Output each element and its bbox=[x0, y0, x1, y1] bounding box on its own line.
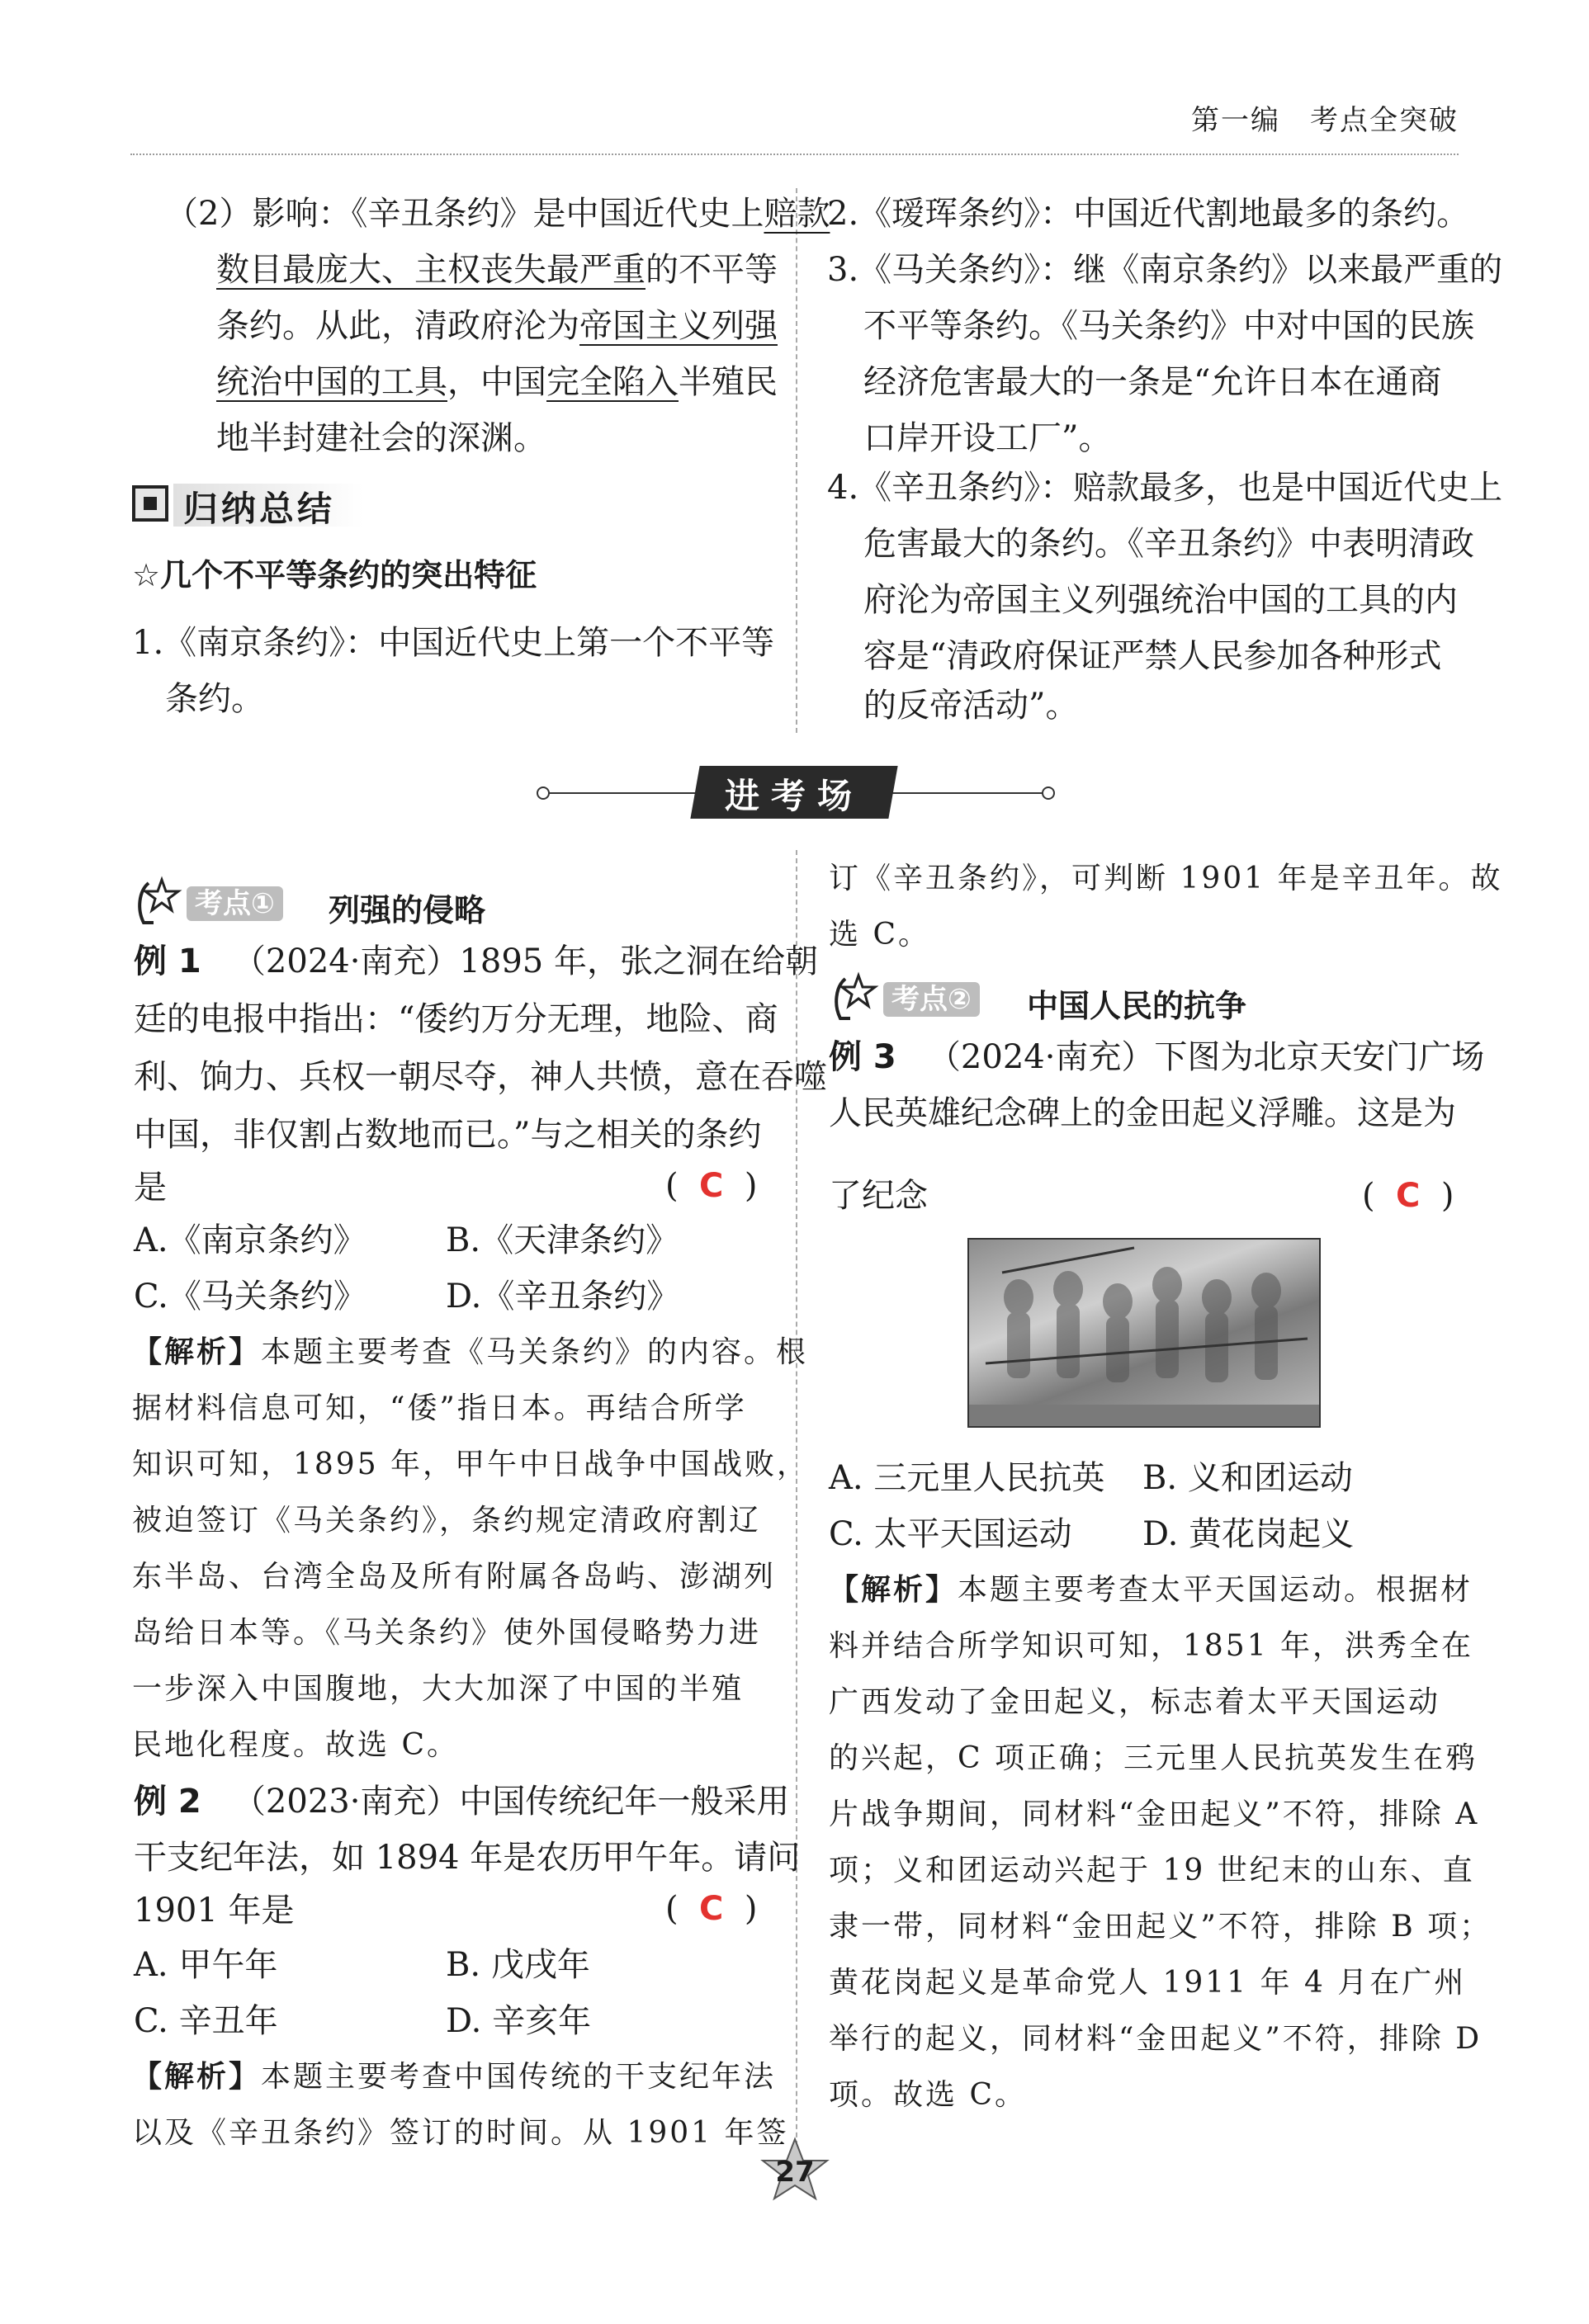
feature-item-3-line-1: 3.《马关条约》：继《南京条约》以来最严重的 bbox=[827, 251, 1503, 289]
example-3-line-3: 了纪念 bbox=[829, 1177, 928, 1215]
example-1-analysis-line-1: 【解析】本题主要考查《马关条约》的内容。根 bbox=[132, 1335, 809, 1369]
example-3-analysis-line-7: 隶一带，同材料“金田起义”不符，排除 B 项； bbox=[829, 1910, 1492, 1944]
example-1-analysis-line-3: 知识可知，1895 年，甲午中日战争中国战败， bbox=[132, 1448, 810, 1481]
example-2-option-a: A. 甲午年 bbox=[134, 1946, 278, 1984]
example-1-option-d: D.《辛丑条约》 bbox=[446, 1278, 680, 1316]
example-3-option-a: A. 三元里人民抗英 bbox=[829, 1459, 1105, 1497]
feature-item-3-line-3: 经济危害最大的一条是“允许日本在通商 bbox=[863, 363, 1442, 401]
influence-line-4: 统治中国的工具，中国完全陷入半殖民 bbox=[216, 363, 778, 401]
example-1-analysis-line-6: 岛给日本等。《马关条约》使外国侵略势力进 bbox=[132, 1616, 762, 1650]
feature-item-2: 2.《瑷珲条约》：中国近代割地最多的条约。 bbox=[827, 195, 1470, 233]
feature-item-1-line-1: 1.《南京条约》：中国近代史上第一个不平等 bbox=[132, 624, 775, 662]
example-1-line-2: 廷的电报中指出：“倭约万分无理，地险、商 bbox=[134, 1000, 778, 1038]
feature-item-4-line-3: 府沦为帝国主义列强统治中国的工具的内 bbox=[863, 581, 1458, 619]
example-1-analysis-line-4: 被迫签订《马关条约》，条约规定清政府割辽 bbox=[132, 1504, 762, 1538]
example-3-answer: ( C ) bbox=[1362, 1177, 1454, 1215]
kaodian-2-title: 中国人民的抗争 bbox=[1027, 988, 1247, 1024]
example-1-analysis-line-2: 据材料信息可知，“倭”指日本。再结合所学 bbox=[132, 1391, 747, 1425]
example-1-line-3: 利、饷力、兵权一朝尽夺，神人共愤，意在吞噬 bbox=[134, 1058, 827, 1096]
kaodian-star-icon bbox=[829, 971, 883, 1028]
example-3-option-c: C. 太平天国运动 bbox=[829, 1515, 1072, 1553]
example-1-line-1: 例 1 （2024·南充）1895 年，张之洞在给朝 bbox=[134, 942, 818, 980]
example-3-analysis-line-2: 料并结合所学知识可知，1851 年，洪秀全在 bbox=[829, 1629, 1474, 1663]
kaodian-star-icon bbox=[132, 875, 187, 933]
example-2-option-d: D. 辛亥年 bbox=[446, 2002, 592, 2040]
feature-item-3-line-4: 口岸开设工厂”。 bbox=[863, 419, 1112, 457]
kaodian-1-title: 列强的侵略 bbox=[329, 892, 486, 928]
example-2-line-2: 干支纪年法，如 1894 年是农历甲午年。请问 bbox=[134, 1839, 801, 1877]
section-banner-title: 进考场 bbox=[724, 776, 863, 816]
example-1-analysis-line-8: 民地化程度。故选 C。 bbox=[132, 1728, 459, 1762]
feature-item-4-line-5: 的反帝活动”。 bbox=[863, 687, 1079, 725]
example-1-answer: ( C ) bbox=[665, 1167, 758, 1205]
example-3-line-1: 例 3 （2024·南充）下图为北京天安门广场 bbox=[829, 1038, 1485, 1076]
example-2-analysis-line-3: 订《辛丑条约》，可判断 1901 年是辛丑年。故 bbox=[829, 862, 1503, 895]
example-1-line-5: 是 bbox=[134, 1169, 167, 1207]
relief-figures-icon bbox=[969, 1240, 1319, 1426]
example-1-analysis-line-5: 东半岛、台湾全岛及所有附属各岛屿、澎湖列 bbox=[132, 1560, 777, 1594]
example-2-answer: ( C ) bbox=[665, 1890, 758, 1928]
example-2-analysis-line-1: 【解析】本题主要考查中国传统的干支纪年法 bbox=[132, 2060, 777, 2094]
example-3-analysis-line-4: 的兴起，C 项正确；三元里人民抗英发生在鸦 bbox=[829, 1741, 1478, 1775]
example-3-analysis-line-9: 举行的起义，同材料“金田起义”不符，排除 D bbox=[829, 2022, 1483, 2056]
jintian-uprising-relief-image bbox=[967, 1238, 1321, 1428]
example-3-option-d: D. 黄花岗起义 bbox=[1142, 1515, 1355, 1553]
header-divider bbox=[130, 154, 1459, 155]
kaodian-2-tag: 考点② bbox=[883, 982, 980, 1017]
banner-dot-right bbox=[1042, 786, 1055, 800]
feature-item-4-line-1: 4.《辛丑条约》：赔款最多，也是中国近代史上 bbox=[827, 469, 1503, 507]
example-2-option-b: B. 戊戌年 bbox=[446, 1946, 590, 1984]
running-header: 第一编 考点全突破 bbox=[1191, 104, 1459, 137]
feature-item-4-line-4: 容是“清政府保证严禁人民参加各种形式 bbox=[863, 637, 1442, 675]
example-1-option-b: B.《天津条约》 bbox=[446, 1221, 679, 1259]
kaodian-1-tag: 考点① bbox=[187, 886, 283, 921]
example-2-line-3: 1901 年是 bbox=[134, 1892, 295, 1930]
example-3-analysis-line-1: 【解析】本题主要考查太平天国运动。根据材 bbox=[829, 1573, 1473, 1607]
example-3-option-b: B. 义和团运动 bbox=[1142, 1459, 1353, 1497]
example-1-line-4: 中国，非仅割占数地而已。”与之相关的条约 bbox=[134, 1116, 762, 1154]
feature-item-4-line-2: 危害最大的条约。《辛丑条约》中表明清政 bbox=[863, 525, 1474, 563]
summary-subtitle: ☆几个不平等条约的突出特征 bbox=[132, 557, 537, 593]
influence-line-1: （2）影响：《辛丑条约》是中国近代史上赔款 bbox=[165, 195, 830, 233]
summary-heading: 归纳总结 bbox=[183, 489, 336, 529]
column-divider-bottom bbox=[796, 850, 797, 2162]
example-3-analysis-line-3: 广西发动了金田起义，标志着太平天国运动 bbox=[829, 1685, 1441, 1719]
example-2-analysis-line-2: 以及《辛丑条约》签订的时间。从 1901 年签 bbox=[132, 2116, 789, 2150]
feature-item-3-line-2: 不平等条约。《马关条约》中对中国的民族 bbox=[863, 307, 1474, 345]
influence-line-5: 地半封建社会的深渊。 bbox=[216, 419, 546, 457]
example-1-analysis-line-7: 一步深入中国腹地，大大加深了中国的半殖 bbox=[132, 1672, 745, 1706]
example-1-option-a: A.《南京条约》 bbox=[134, 1221, 367, 1259]
example-2-option-c: C. 辛丑年 bbox=[134, 2002, 278, 2040]
example-3-analysis-line-10: 项。故选 C。 bbox=[829, 2078, 1027, 2112]
influence-line-3: 条约。从此，清政府沦为帝国主义列强 bbox=[216, 307, 778, 345]
example-2-analysis-line-4: 选 C。 bbox=[829, 918, 930, 952]
example-3-analysis-line-5: 片战争期间，同材料“金田起义”不符，排除 A bbox=[829, 1797, 1480, 1831]
influence-line-2: 数目最庞大、主权丧失最严重的不平等 bbox=[216, 251, 778, 289]
example-1-option-c: C.《马关条约》 bbox=[134, 1278, 367, 1316]
column-divider-top bbox=[796, 188, 797, 733]
example-2-line-1: 例 2 （2023·南充）中国传统纪年一般采用 bbox=[134, 1783, 790, 1821]
banner-dot-left bbox=[537, 786, 550, 800]
example-3-analysis-line-6: 项；义和团运动兴起于 19 世纪末的山东、直 bbox=[829, 1854, 1475, 1887]
summary-square-icon bbox=[132, 485, 168, 522]
feature-item-1-line-2: 条约。 bbox=[165, 680, 264, 718]
example-3-analysis-line-8: 黄花岗起义是革命党人 1911 年 4 月在广州 bbox=[829, 1966, 1467, 2000]
example-3-line-2: 人民英雄纪念碑上的金田起义浮雕。这是为 bbox=[829, 1094, 1456, 1132]
page-number: 27 bbox=[775, 2156, 815, 2189]
